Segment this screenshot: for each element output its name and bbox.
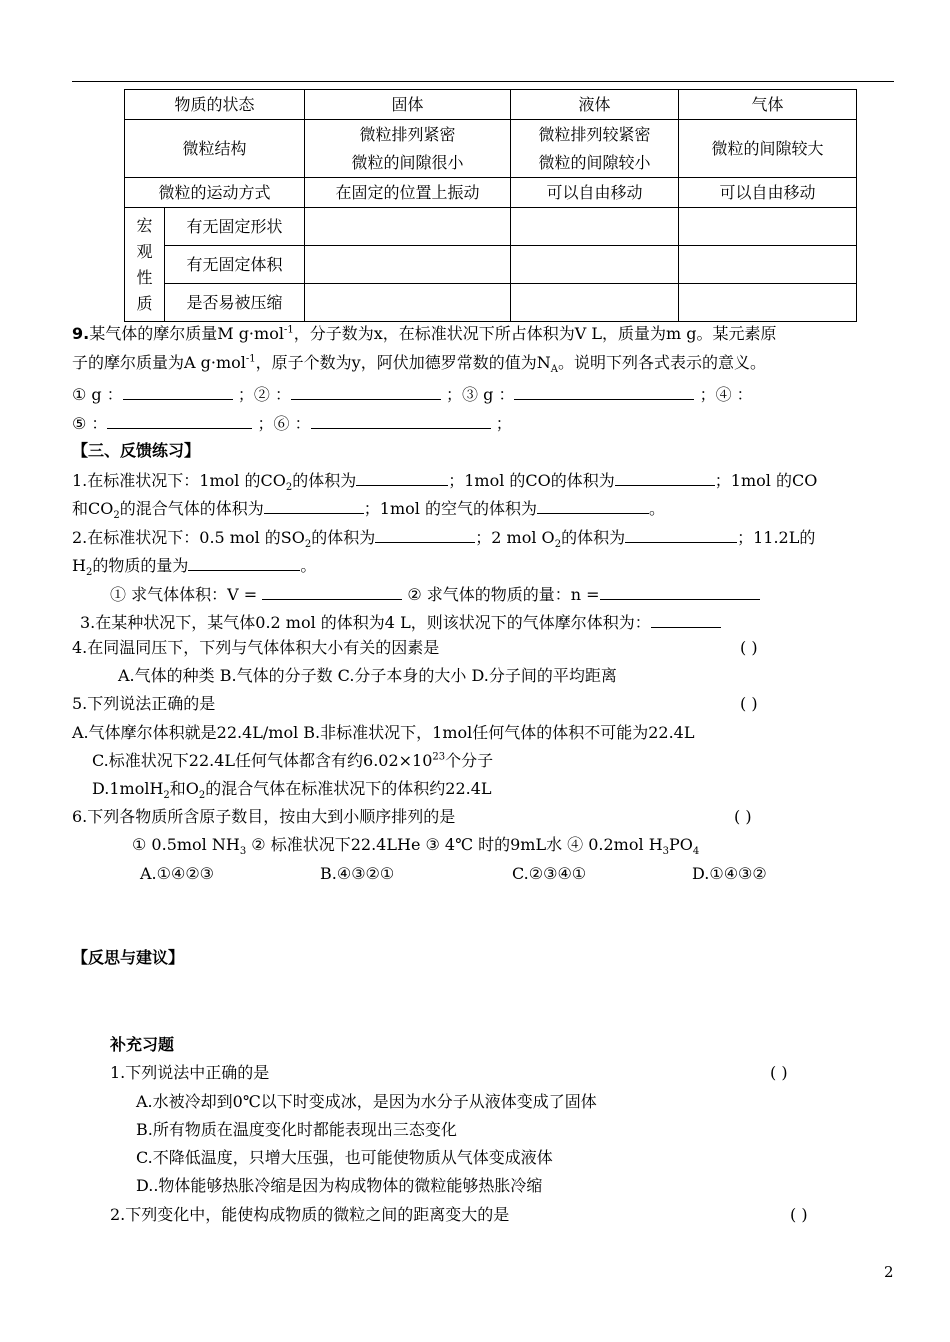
answer-blank[interactable] <box>311 410 491 429</box>
motion-gas: 可以自由移动 <box>679 178 857 208</box>
state-comparison-table <box>124 89 857 322</box>
f4-options: A.气体的种类 B.气体的分子数 C.分子本身的大小 D.分子间的平均距离 <box>118 666 617 685</box>
f6-option-d: D.①④③② <box>692 864 767 883</box>
structure-liquid: 微粒排列较紧密 微粒的间隙较小 <box>511 120 679 178</box>
header-solid: 固体 <box>305 90 511 120</box>
f5-option-ab: A.气体摩尔体积就是22.4L/mol B.非标准状况下，1mol任何气体的体积不可能为22.4L <box>72 723 695 742</box>
section-feedback-title: 【三、反馈练习】 <box>72 441 201 460</box>
f1-line2: 和$CO_2$的混合气体的体积为 ；1mol 的空气的体积为 。 <box>72 495 665 520</box>
f6-option-a: A.①④②③ <box>140 864 215 883</box>
motion-solid: 在固定的位置上振动 <box>305 178 511 208</box>
blank-cell <box>679 246 857 284</box>
f5-answer-paren[interactable]: ( ) <box>740 694 758 713</box>
supplementary-title: 补充习题 <box>110 1035 175 1054</box>
answer-blank[interactable] <box>600 581 760 600</box>
header-rule <box>72 81 894 82</box>
answer-blank[interactable] <box>615 467 715 486</box>
supp-q1-paren[interactable]: ( ) <box>770 1063 788 1082</box>
f4-answer-paren[interactable]: ( ) <box>740 638 758 657</box>
macro-row-compress: 是否易被压缩 <box>165 284 305 322</box>
header-state: 物质的状态 <box>125 90 305 120</box>
f5-question: 5.下列说法正确的是 <box>72 694 216 713</box>
blank-cell <box>305 246 511 284</box>
supp-q1-option-d: D..物体能够热胀冷缩是因为构成物体的微粒能够热胀冷缩 <box>136 1176 543 1195</box>
answer-blank[interactable] <box>375 524 475 543</box>
supp-q2-paren[interactable]: ( ) <box>790 1205 808 1224</box>
f3-line: 3.在某种状况下，某气体0.2 mol 的体积为4 L，则该状况下的气体摩尔体积为： <box>80 609 721 634</box>
motion-liquid: 可以自由移动 <box>511 178 679 208</box>
f4-question: 4.在同温同压下，下列与气体体积大小有关的因素是 <box>72 638 440 657</box>
header-gas: 气体 <box>679 90 857 120</box>
answer-blank[interactable] <box>356 467 448 486</box>
answer-blank[interactable] <box>291 381 441 400</box>
q9-line2: 子的摩尔质量为A g·mol$^{-1}$，原子个数为y，阿伏加德罗常数的值为$N_A$。说明下列各式表示的意义。 <box>72 353 766 376</box>
page-number: 2 <box>884 1263 894 1281</box>
supp-q1: 1.下列说法中正确的是 <box>110 1063 270 1082</box>
f5-option-d: D.1molH$_2$和$O_2$的混合气体在标准状况下的体积约22.4L <box>92 779 492 802</box>
supp-q1-option-c: C.不降低温度，只增大压强，也可能使物质从气体变成液体 <box>136 1148 553 1167</box>
motion-label: 微粒的运动方式 <box>125 178 305 208</box>
answer-blank[interactable] <box>107 410 252 429</box>
f5-option-c: C.标准状况下22.4L任何气体都含有约$6.02\times 10^{23}$个分子 <box>92 751 494 770</box>
answer-blank[interactable] <box>123 381 233 400</box>
f6-question: 6.下列各物质所含原子数目，按由大到小顺序排列的是 <box>72 807 456 826</box>
f1-line1: 1.在标准状况下：1mol 的$CO_2$的体积为 ；1mol 的CO的体积为 ；1mol 的CO <box>72 467 817 492</box>
answer-blank[interactable] <box>537 495 649 514</box>
blank-cell <box>511 284 679 322</box>
supp-q1-option-a: A.水被冷却到0℃以下时变成冰，是因为水分子从液体变成了固体 <box>136 1092 597 1111</box>
macro-label: 宏 观 性 质 <box>125 208 165 322</box>
blank-cell <box>305 284 511 322</box>
f6-option-b: B.④③②① <box>320 864 395 883</box>
f2-line3: ① 求气体体积：V = ② 求气体的物质的量：n = <box>110 581 760 606</box>
answer-blank[interactable] <box>262 581 402 600</box>
blank-cell <box>305 208 511 246</box>
blank-cell <box>679 284 857 322</box>
supp-q2: 2.下列变化中，能使构成物质的微粒之间的距离变大的是 <box>110 1205 510 1224</box>
structure-solid: 微粒排列紧密 微粒的间隙很小 <box>305 120 511 178</box>
answer-blank[interactable] <box>625 524 737 543</box>
f6-items: ① 0.5mol $NH_3$ ② 标准状况下22.4LHe ③ 4℃ 时的9mL水 ④ 0.2mol $H_3PO_4$ <box>132 835 700 858</box>
answer-blank[interactable] <box>188 552 300 571</box>
q9-line3: ① g ： ；② ： ；③ g ： ；④ ： <box>72 381 753 406</box>
structure-label: 微粒结构 <box>125 120 305 178</box>
structure-gas: 微粒的间隙较大 <box>679 120 857 178</box>
header-liquid: 液体 <box>511 90 679 120</box>
supp-q1-option-b: B.所有物质在温度变化时都能表现出三态变化 <box>136 1120 457 1139</box>
macro-row-volume: 有无固定体积 <box>165 246 305 284</box>
answer-blank[interactable] <box>264 495 364 514</box>
reflection-title: 【反思与建议】 <box>72 948 185 967</box>
f6-answer-paren[interactable]: ( ) <box>734 807 752 826</box>
macro-row-shape: 有无固定形状 <box>165 208 305 246</box>
f2-line1: 2.在标准状况下：0.5 mol 的$SO_2$的体积为 ；2 mol $O_2$的体积为 ；11.2L的 <box>72 524 815 549</box>
f6-option-c: C.②③④① <box>512 864 587 883</box>
answer-blank[interactable] <box>514 381 694 400</box>
f2-line2: $H_2$的物质的量为 。 <box>72 552 316 577</box>
blank-cell <box>511 246 679 284</box>
q9-line1: 9.某气体的摩尔质量M g·mol$^{-1}$，分子数为x，在标准状况下所占体积为V L，质量为m g。某元素原 <box>72 324 777 343</box>
blank-cell <box>511 208 679 246</box>
blank-cell <box>679 208 857 246</box>
q9-line4: ⑤ ： ；⑥ ： ； <box>72 410 512 435</box>
answer-blank[interactable] <box>651 609 721 628</box>
